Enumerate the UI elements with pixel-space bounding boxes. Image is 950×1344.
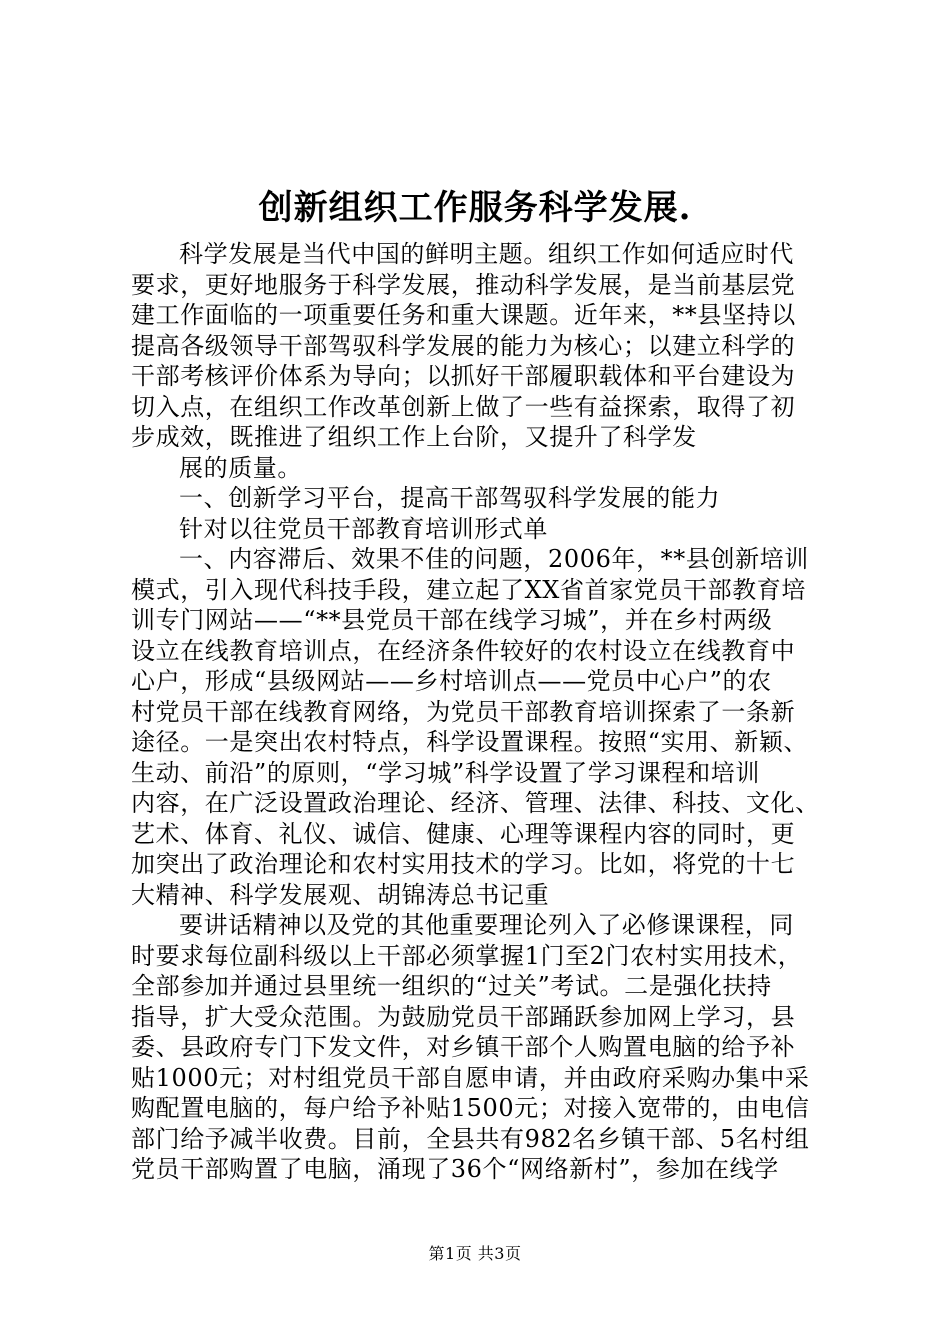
paragraph-intro: 科学发展是当代中国的鲜明主题。组织工作如何适应时代 要求，更好地服务于科学发展，推动科学发展，是当前基层党 建工作面临的一项重要任务和重大课题。近年来，**县坚持以 提高各级领导干部驾驭科学发展的能力为核心；以建立科学的 干部考核评价体系为导向；以抓好干部履职载体和平台建设为 切入点，在组织工作改革创新上做了一些有益探索，取得了初 步成效，既推进了组织工作上台阶，又提升了科学发: [131, 240, 796, 451]
paragraph-section-1-lead: 针对以往党员干部教育培训形式单: [179, 514, 548, 543]
page-footer: 第1页 共3页: [428, 1244, 522, 1263]
paragraph-section-1-body-continued: 要讲话精神以及党的其他重要理论列入了必修课课程，同 时要求每位副科级以上干部必须掌握1门至2门农村实用技术， 全部参加并通过县里统一组织的“过关”考试。二是强化扶持 指导，扩大受众范围。为鼓励党员干部踊跃参加网上学习，县 委、县政府专门下发文件，对乡镇干部个人购置电脑的给予补 贴1000元；对村组党员干部自愿申请，并由政府采购办集中采 购配置电脑的，每户给予补贴1500元；对接入宽带的，由电信 部门给予减半收费。目前，全县共有982名乡镇干部、5名村组 党员干部购置了电脑，涌现了36个“网络新村”，参加在线学: [131, 911, 810, 1183]
section-heading-1: 一、创新学习平台，提高干部驾驭科学发展的能力: [179, 484, 721, 512]
paragraph-section-1-body: 一、内容滞后、效果不佳的问题，2006年，**县创新培训 模式，引入现代科技手段，建立起了XX省首家党员干部教育培 训专门网站——“**县党员干部在线学习城”，并在乡村两级 设立在线教育培训点，在经济条件较好的农村设立在线教育中 心户，形成“县级网站——乡村培训点——党员中心户”的农 村党员干部在线教育网络，为党员干部教育培训探索了一条新 途径。一是突出农村特点，科学设置课程。按照“实用、新颖、 生动、前沿”的原则，“学习城”科学设置了学习课程和培训 内容，在广泛设置政治理论、经济、管理、法律、科技、文化、 艺术、体育、礼仪、诚信、健康、心理等课程内容的同时，更 加突出了政治理论和农村实用技术的学习。比如，将党的十七 大精神、科学发展观、胡锦涛总书记重: [131, 545, 820, 909]
document-title: 创新组织工作服务科学发展.: [258, 188, 692, 228]
document-body: [131, 239, 843, 1185]
paragraph-intro-continued: 展的质量。: [179, 453, 302, 482]
